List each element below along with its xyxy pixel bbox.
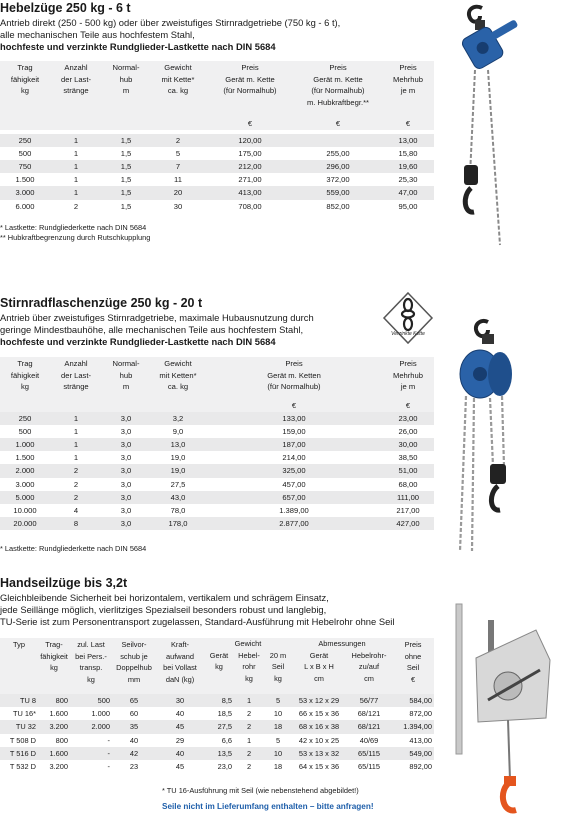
col-header: Trag fähigkeit kg [0,357,50,399]
table-cell: 10 [264,707,292,720]
table-cell: 255,00 [294,147,382,160]
col-header: Abmessungen Gerät L x B x H cm Hebelrohr- zu/auf cm [292,638,392,694]
table-cell: 65/115 [346,747,392,760]
table-cell: 45 [156,720,204,733]
table-cell: 500 [0,425,50,438]
table-row [0,760,434,773]
table-body [0,134,434,213]
table-cell: - [70,734,112,747]
table-cell: 1 [50,186,102,199]
table-cell: 559,00 [294,186,382,199]
table-cell: 1,5 [102,173,150,186]
footnotes [162,786,359,796]
table-cell: 892,00 [392,760,434,773]
table-cell: 2.000 [70,720,112,733]
unit-cell [150,117,206,130]
table-cell: 212,00 [206,160,294,173]
table-row [0,200,434,213]
table-cell: 2 [50,200,102,213]
table-cell: 5 [150,147,206,160]
col-header: Kraft- aufwand bei Vollast daN (kg) [156,638,204,694]
table-cell: 271,00 [206,173,294,186]
footnotes [0,223,150,243]
table-cell: T 532 D [0,760,38,773]
table-cell: 800 [38,734,70,747]
table-cell: 23,0 [204,760,234,773]
col-header: zul. Last bei Pers.- transp. kg [70,638,112,694]
table-cell: 584,00 [392,694,434,707]
table-cell: 8 [50,517,102,530]
table-cell: 372,00 [294,173,382,186]
table-cell: 250 [0,412,50,425]
table-cell: 40 [156,747,204,760]
table-row [0,160,434,173]
table-cell: 1,5 [102,147,150,160]
spur-gear-hoists-table [0,357,434,530]
table-row [0,747,434,760]
table-row [0,451,434,464]
table-cell: 25,30 [382,173,434,186]
table-cell: TU 16* [0,707,38,720]
table-cell: 159,00 [206,425,382,438]
table-row [0,134,434,147]
unit-cell [0,399,50,412]
unit-cell [150,399,206,412]
table-body [0,694,434,773]
table-cell: 3,0 [102,478,150,491]
table-cell: 30 [150,200,206,213]
table-cell: 51,00 [382,464,434,477]
description-line: TU-Serie ist zum Personentransport zugelassen, Standard-Ausführung mit Hebelrohr ohne Seil [0,616,395,628]
table-cell: 29 [156,734,204,747]
col-header: Typ [0,638,38,694]
table-cell: 23,00 [382,412,434,425]
table-cell: 175,00 [206,147,294,160]
table-cell: 45 [156,760,204,773]
table-row [0,438,434,451]
footnotes [0,544,146,554]
table-cell: 7 [150,160,206,173]
unit-cell [102,117,150,130]
table-cell: 4 [50,504,102,517]
table-cell: 500 [70,694,112,707]
table-cell: 500 [0,147,50,160]
table-cell: 19,0 [150,464,206,477]
table-cell: 214,00 [206,451,382,464]
wire-rope-hoist-photo [448,600,558,835]
table-cell: 2.000 [0,464,50,477]
table-cell: T 516 D [0,747,38,760]
table-cell: 13,00 [382,134,434,147]
table-cell: 1.394,00 [392,720,434,733]
table-cell: 1,5 [102,134,150,147]
table-cell: 187,00 [206,438,382,451]
table-cell: 10.000 [0,504,50,517]
table-cell: 1 [50,160,102,173]
table-cell: 66 x 15 x 36 [292,707,346,720]
col-header: Normal- hub m [102,61,150,117]
table-cell: 2 [234,720,264,733]
col-header: Preis Gerät m. Kette (für Normalhub) m. Hubkraftbegr.** [294,61,382,117]
unit-cell [50,399,102,412]
table-cell: 3,0 [102,504,150,517]
table-cell: 1.000 [70,707,112,720]
table-cell: 1 [50,134,102,147]
table-cell: 750 [0,160,50,173]
description-line: Antrieb direkt (250 - 500 kg) oder über zweistufiges Stirnradgetriebe (750 kg - 6 t), [0,17,341,28]
table-cell: 3,0 [102,438,150,451]
table-cell: 3,0 [102,425,150,438]
table-cell: 3,0 [102,464,150,477]
table-cell: 95,00 [382,200,434,213]
table-row [0,464,434,477]
col-header: Preis Mehrhub je m [382,61,434,117]
table-cell: 11 [150,173,206,186]
table-cell: 68,00 [382,478,434,491]
table-cell: 38,50 [382,451,434,464]
table-cell: 2 [234,747,264,760]
wire-rope-hoists-table [0,638,434,773]
section-title: Handseilzüge bis 3,2t [0,576,128,590]
section-lever-hoists [0,1,340,54]
table-cell: 296,00 [294,160,382,173]
section-title: Hebelzüge 250 kg - 6 t [0,1,131,15]
table-cell: 13,5 [204,747,234,760]
cta-notice: Seile nicht im Lieferumfang enthalten – bitte anfragen! [162,802,374,811]
table-cell: 64 x 15 x 36 [292,760,346,773]
table-cell: 1,5 [102,160,150,173]
table-cell: 68/121 [346,720,392,733]
footnote: * TU 16-Ausführung mit Seil (wie nebenstehend abgebildet!) [162,786,359,795]
section-title: Stirnradflaschenzüge 250 kg - 20 t [0,296,203,310]
description-bold: hochfeste und verzinkte Rundglieder-Lastkette nach DIN 5684 [0,41,276,53]
table-row [0,707,434,720]
table-cell: 852,00 [294,200,382,213]
table-cell: 42 x 10 x 25 [292,734,346,747]
table-cell: 68 x 16 x 38 [292,720,346,733]
table-cell: TU 8 [0,694,38,707]
description-line: jede Seillänge möglich, vierlitziges Spezialseil besonders robust und langlebig, [0,604,327,616]
table-cell: 78,0 [150,504,206,517]
badge-label: Verzinkte Kette [391,331,425,337]
group-header-dimensions: Abmessungen [318,639,366,648]
unit-cell: € [206,399,382,412]
table-cell: 19,0 [150,451,206,464]
description-bold: hochfeste und verzinkte Rundglieder-Lastkette nach DIN 5684 [0,336,276,348]
col-header: Preis Mehrhub je m [382,357,434,399]
table-cell: 2 [50,464,102,477]
table-cell: 43,0 [150,491,206,504]
section-description [0,592,394,629]
table-cell: 1.000 [0,438,50,451]
table-cell: 2 [50,478,102,491]
table-cell: 111,00 [382,491,434,504]
table-cell: 1.600 [38,707,70,720]
table-row [0,504,434,517]
table-row [0,491,434,504]
table-cell: 60 [112,707,156,720]
col-header: Preis Gerät m. Kette (für Normalhub) [206,61,294,117]
table-cell: 2 [234,760,264,773]
table-cell: 3,2 [150,412,206,425]
table-row [0,147,434,160]
table-cell: 9,0 [150,425,206,438]
section-wire-rope-hoists [0,576,394,629]
unit-cell: € [382,399,434,412]
table-row [0,173,434,186]
table-cell: 3.000 [0,478,50,491]
chain-hoist-photo [448,316,528,556]
table-cell: 1 [50,425,102,438]
table-cell: 3,0 [102,412,150,425]
table-row [0,694,434,707]
col-header: Anzahl der Last- stränge [50,357,102,399]
table-cell: 65 [112,694,156,707]
table-row [0,720,434,733]
table-cell: 68/121 [346,707,392,720]
table-cell: 15,80 [382,147,434,160]
table-row [0,734,434,747]
table-cell: 1,5 [102,200,150,213]
footnote: * Lastkette: Rundgliederkette nach DIN 5684 [0,544,147,553]
table-cell: 53 x 13 x 32 [292,747,346,760]
col-header: Gewicht mit Ketten* ca. kg [150,357,206,399]
table-cell: 413,00 [206,186,294,199]
table-cell: 2 [234,707,264,720]
table-cell: 18,5 [204,707,234,720]
table-cell: 325,00 [206,464,382,477]
table-cell: 27,5 [204,720,234,733]
lever-hoist-photo [440,0,520,250]
table-cell: 40 [156,707,204,720]
table-cell: 1 [234,694,264,707]
description-line: alle mechanischen Teile aus hochfestem Stahl, [0,29,195,41]
table-row [0,517,434,530]
table-row [0,186,434,199]
table-cell: 1 [234,734,264,747]
table-cell: 1.600 [38,747,70,760]
table-body [0,412,434,531]
table-cell: 5 [264,694,292,707]
table-cell: 19,60 [382,160,434,173]
col-header: Preis ohne Seil € [392,638,434,694]
unit-cell [0,117,50,130]
table-cell: 3,0 [102,517,150,530]
table-cell: 40 [112,734,156,747]
table-cell: 178,0 [150,517,206,530]
table-cell: 427,00 [382,517,434,530]
table-cell: 5.000 [0,491,50,504]
col-header: Anzahl der Last- stränge [50,61,102,117]
table-cell: 217,00 [382,504,434,517]
table-cell: 250 [0,134,50,147]
table-cell: 1.389,00 [206,504,382,517]
unit-cell: € [382,117,434,130]
table-cell: 1.500 [0,451,50,464]
table-cell: 2 [150,134,206,147]
section-description [0,17,340,54]
table-row [0,478,434,491]
unit-cell [50,117,102,130]
table-cell: 3,0 [102,491,150,504]
table-cell: 3.200 [38,720,70,733]
description-line: Gleichbleibende Sicherheit bei horizontalem, vertikalem und schrägem Einsatz, [0,592,329,603]
table-row [0,412,434,425]
table-cell: T 508 D [0,734,38,747]
table-cell: 2.877,00 [206,517,382,530]
table-cell: 35 [112,720,156,733]
table-cell: 708,00 [206,200,294,213]
table-cell: 20.000 [0,517,50,530]
table-cell: - [70,747,112,760]
table-cell: 1 [50,438,102,451]
table-cell: 8,5 [204,694,234,707]
table-cell: 30 [156,694,204,707]
description-line: geringe Mindestbauhöhe, alle mechanischen Teile aus hochfestem Stahl, [0,324,304,336]
table-cell: 872,00 [392,707,434,720]
description-line: Antrieb über zweistufiges Stirnradgetriebe, maximale Hubausnutzung durch [0,312,314,323]
table-cell: 413,00 [392,734,434,747]
table-cell: 47,00 [382,186,434,199]
table-cell: 457,00 [206,478,382,491]
table-cell: 30,00 [382,438,434,451]
table-cell: 10 [264,747,292,760]
table-cell: 1 [50,147,102,160]
section-description [0,312,314,349]
table-cell: 6.000 [0,200,50,213]
table-cell [294,134,382,147]
table-cell: 27,5 [150,478,206,491]
unit-cell [102,399,150,412]
table-cell: 3.000 [0,186,50,199]
table-cell: 3.200 [38,760,70,773]
unit-cell: € [294,117,382,130]
table-cell: 120,00 [206,134,294,147]
table-cell: 65/115 [346,760,392,773]
col-header: Gewicht Gerät kg Hebel- rohr kg 20 m Seil kg [204,638,292,694]
unit-cell: € [206,117,294,130]
table-cell: 6,6 [204,734,234,747]
table-cell: 18 [264,760,292,773]
table-cell: 2 [50,491,102,504]
footnote: * Lastkette: Rundgliederkette nach DIN 5684 [0,223,147,232]
table-cell: 1 [50,173,102,186]
table-cell: - [70,760,112,773]
table-cell: 1 [50,451,102,464]
table-cell: 53 x 12 x 29 [292,694,346,707]
table-row [0,425,434,438]
table-cell: 133,00 [206,412,382,425]
col-header: Gewicht mit Kette* ca. kg [150,61,206,117]
col-header: Trag fähigkeit kg [0,61,50,117]
table-cell: 18 [264,720,292,733]
lever-hoists-table [0,61,434,213]
table-cell: 549,00 [392,747,434,760]
footnote: ** Hubkraftbegrenzung durch Rutschkupplung [0,233,151,242]
table-cell: 40/69 [346,734,392,747]
table-cell: 800 [38,694,70,707]
galvanized-chain-badge [380,290,436,346]
table-cell: 20 [150,186,206,199]
table-cell: 42 [112,747,156,760]
section-spur-gear-hoists [0,296,314,349]
col-header: Preis Gerät m. Ketten (für Normalhub) [206,357,382,399]
table-cell: 5 [264,734,292,747]
col-header: Trag- fähigkeit kg [38,638,70,694]
table-cell: 26,00 [382,425,434,438]
table-cell: 1.500 [0,173,50,186]
col-header: Seilvor- schub je Doppelhub mm [112,638,156,694]
col-header: Normal- hub m [102,357,150,399]
table-cell: 13,0 [150,438,206,451]
table-cell: TU 32 [0,720,38,733]
table-cell: 3,0 [102,451,150,464]
table-cell: 56/77 [346,694,392,707]
table-cell: 657,00 [206,491,382,504]
table-cell: 1,5 [102,186,150,199]
table-cell: 23 [112,760,156,773]
group-header-weight: Gewicht [234,639,262,648]
table-cell: 1 [50,412,102,425]
